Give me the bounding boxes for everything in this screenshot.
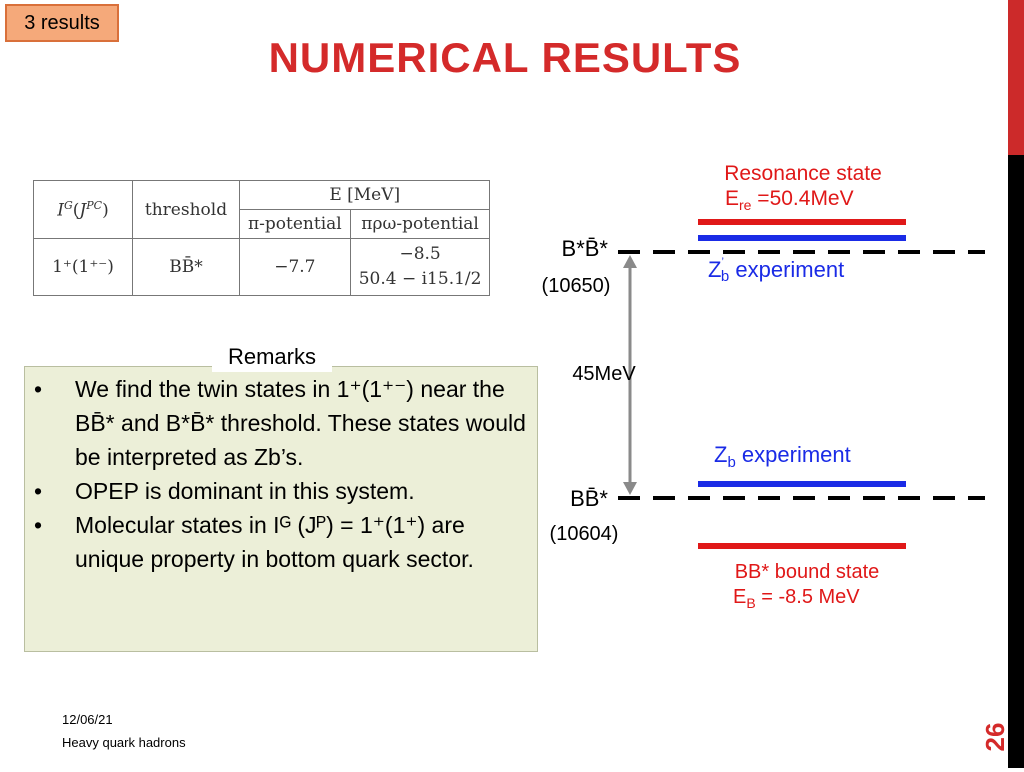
resonance-energy-prefix: E [725, 187, 740, 210]
footer-topic: Heavy quark hadrons [62, 735, 186, 750]
footer-date: 12/06/21 [62, 712, 113, 727]
bound-title: BB* bound state [734, 561, 880, 583]
gap-arrow-bottom-head [623, 482, 637, 495]
zb-prime-text: experiment [729, 257, 845, 282]
bullet-icon: • [34, 478, 43, 504]
zb-label [714, 442, 851, 471]
bullet-icon: • [34, 512, 43, 538]
zb-sub: b [727, 454, 736, 471]
resonance-title: Resonance state [724, 162, 882, 185]
resonance-energy-sub: re [739, 197, 752, 213]
list-item-text: We find the twin states in 1⁺(1⁺⁻) near the BB̄* and B*B̄* threshold. These states would be interpreted as Zb’s. [75, 376, 526, 470]
resonance-energy [725, 187, 854, 213]
cell-pirhoomega-value-2: 50.4 − i15.1/2 [358, 269, 482, 289]
list-item-text: OPEP is dominant in this system. [75, 478, 415, 504]
header-pirhoomega-potential: πρω-potential [350, 210, 490, 239]
bound-energy-value: = -8.5 MeV [755, 586, 860, 608]
header-energy: E [MeV] [240, 181, 490, 210]
remarks-list [30, 372, 530, 576]
sidebar-accent-red [1008, 0, 1024, 155]
list-item [30, 474, 530, 508]
list-item-text: Molecular states in Iᴳ (Jᴾ) = 1⁺(1⁺) are unique property in bottom quark sector. [75, 512, 474, 572]
header-pi-potential: π-potential [240, 210, 351, 239]
slide-title: NUMERICAL RESULTS [268, 34, 742, 81]
cell-pirhoomega-value-1: −8.5 [399, 244, 441, 264]
cell-pi-value: −7.7 [240, 239, 351, 296]
zb-prime-mark: ’ [721, 256, 724, 268]
upper-threshold-label: B*B̄* [561, 236, 608, 261]
energy-level-diagram [530, 150, 1000, 620]
header-threshold: threshold [133, 181, 240, 239]
remarks-label: Remarks [212, 342, 332, 372]
cell-threshold: BB̄* [133, 239, 240, 296]
zb-main: Z [714, 442, 728, 467]
zb-prime-sub: b [720, 268, 730, 285]
list-item [30, 508, 530, 576]
bullet-icon: • [34, 376, 43, 402]
upper-threshold-mass: (10650) [541, 275, 611, 297]
results-table [33, 180, 490, 296]
resonance-energy-value: =50.4MeV [751, 187, 854, 210]
bound-energy [733, 586, 860, 611]
lower-threshold-mass: (10604) [549, 523, 619, 545]
cell-quantum-numbers: 1⁺(1⁺⁻) [34, 239, 133, 296]
sidebar-accent-black [1008, 155, 1024, 768]
zb-prime-label [708, 256, 844, 285]
header-quantum-numbers: $I^G(J^{PC})$ [34, 181, 133, 239]
cell-pirhoomega-values [350, 239, 490, 296]
gap-label: 45MeV [572, 363, 636, 385]
list-item [30, 372, 530, 474]
zb-text: experiment [735, 442, 851, 467]
gap-arrow-top-head [623, 255, 637, 268]
zb-prime-main: Z [708, 257, 722, 282]
bound-energy-prefix: E [733, 586, 747, 608]
bound-energy-sub: B [746, 595, 756, 611]
lower-threshold-label: BB̄* [570, 486, 608, 511]
section-tag: 3 results [5, 4, 119, 42]
page-number: 26 [979, 722, 1010, 752]
